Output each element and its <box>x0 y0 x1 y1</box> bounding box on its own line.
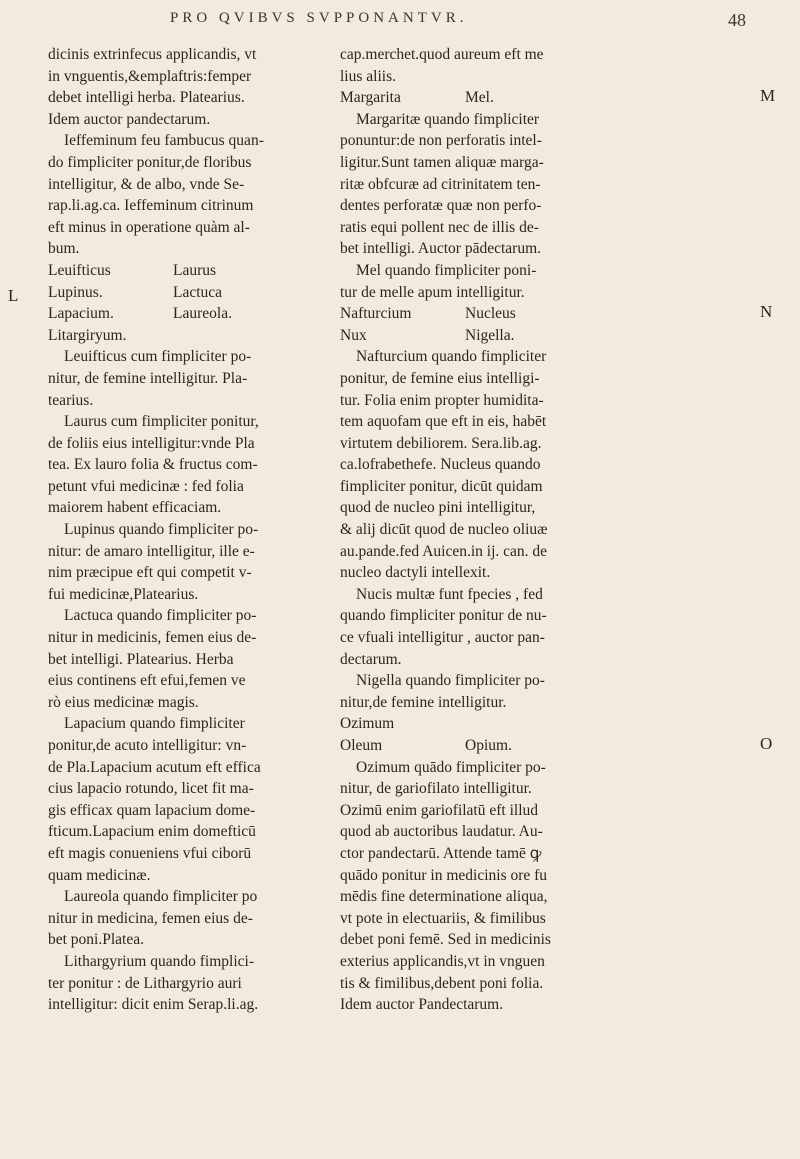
index-term: Leuifticus <box>48 261 111 279</box>
text-line: ponitur,de acuto intelligitur: vn- <box>48 737 247 754</box>
text-line: fticum.Lapacium enim domefticū <box>48 823 256 841</box>
text-line: rò eius medicinæ magis. <box>48 693 199 711</box>
text-line: au.pande.fed Auicen.in ij. can. de <box>340 542 548 560</box>
text-line: bet intelligi. Auctor pādectarum. <box>340 240 542 258</box>
index-term: Margarita <box>340 89 401 107</box>
text-line: Lithargyrium quando fimplici- <box>64 952 254 970</box>
index-terms-row <box>48 303 316 325</box>
index-terms-row <box>48 282 316 304</box>
text-line: fimpliciter ponitur, dicūt quidam <box>340 477 543 495</box>
text-line: Mel quando fimpliciter poni- <box>356 261 537 279</box>
text-line: exterius applicandis,vt in vnguen <box>340 952 545 970</box>
text-line: Lactuca quando fimpliciter po- <box>64 607 257 625</box>
index-terms-row <box>340 735 612 757</box>
text-line: nitur in medicinis, femen eius de- <box>48 629 257 647</box>
text-line: nitur in medicina, femen eius de- <box>48 909 253 927</box>
text-line: fui medicinæ,Platearius. <box>48 585 199 603</box>
text-line: Ozimum quādo fimpliciter po- <box>356 758 546 776</box>
margin-letter-m: M <box>760 86 776 105</box>
text-line: tem aquofam que eft in eis, habēt <box>340 413 547 431</box>
right-column <box>340 44 612 1016</box>
text-line: ligitur.Sunt tamen aliquæ marga- <box>340 153 544 171</box>
text-line: nim præcipue eft qui competit v- <box>48 564 252 582</box>
text-line: gis efficax quam lapacium dome- <box>48 801 256 819</box>
text-line: debet poni femē. Sed in medicinis <box>340 931 551 949</box>
text-line: cius lapacio rotundo, licet fit ma- <box>48 780 254 798</box>
text-line: tur de melle apum intelligitur. <box>340 283 525 301</box>
index-term: Opium. <box>465 737 512 754</box>
text-line: Ieffeminum feu fambucus quan- <box>64 132 264 150</box>
text-line: ca.lofrabethefe. Nucleus quando <box>340 456 541 474</box>
text-line: rap.li.ag.ca. Ieffeminum citrinum <box>48 197 254 215</box>
index-terms-row <box>340 303 612 325</box>
text-line: ter ponitur : de Lithargyrio auri <box>48 974 242 992</box>
text-line: debet intelligi herba. Platearius. <box>48 89 245 107</box>
text-line: eft minus in operatione quàm al- <box>48 218 250 236</box>
text-line: Nucis multæ funt fpecies , fed <box>356 585 543 603</box>
text-line: tearius. <box>48 391 94 409</box>
index-term: Litargiryum. <box>48 326 127 344</box>
running-head: PRO QVIBVS SVPPONANTVR. <box>170 10 468 26</box>
text-line: maiorem habent efficaciam. <box>48 499 222 517</box>
text-line: ce vfuali intelligitur , auctor pan- <box>340 629 545 647</box>
text-line: bet poni.Platea. <box>48 931 144 949</box>
index-term: Mel. <box>465 89 494 107</box>
text-line: mēdis fine determinatione aliqua, <box>340 888 548 906</box>
index-term: Nigella. <box>465 326 515 344</box>
text-line: intelligitur: dicit enim Serap.li.ag. <box>48 996 259 1014</box>
text-line: Lapacium quando fimpliciter <box>64 715 245 733</box>
text-line: dicinis extrinfecus applicandis, vt <box>48 46 257 63</box>
index-term: Lupinus. <box>48 283 103 301</box>
index-terms-row <box>340 87 612 109</box>
text-line: de foliis eius intelligitur:vnde Pla <box>48 434 255 452</box>
text-line: bet intelligi. Platearius. Herba <box>48 650 234 668</box>
text-line: Laureola quando fimpliciter po <box>64 888 258 906</box>
text-line: ponuntur:de non perforatis intel- <box>340 132 542 150</box>
index-terms-row <box>48 260 316 282</box>
text-line: dentes perforatæ quæ non perfo- <box>340 197 542 215</box>
page-number: 48 <box>728 10 746 30</box>
text-line: in vnguentis,&emplaftris:femper <box>48 67 252 85</box>
index-term: Nucleus <box>465 305 516 323</box>
margin-letter-o: O <box>760 734 773 753</box>
text-line: Nigella quando fimpliciter po- <box>356 672 545 690</box>
text-line: Margaritæ quando fimpliciter <box>356 110 540 128</box>
text-line: petunt vfui medicinæ : fed folia <box>48 477 244 495</box>
text-line: nitur, de gariofilato intelligitur. <box>340 780 532 798</box>
margin-letter-n: N <box>760 302 773 321</box>
text-line: nitur, de femine intelligitur. Pla- <box>48 369 248 387</box>
margin-letter-l: L <box>8 286 19 305</box>
index-term: Lactuca <box>173 283 223 301</box>
text-line: quod de nucleo pini intelligitur, <box>340 499 536 517</box>
index-terms-row <box>340 325 612 347</box>
text-line: lius aliis. <box>340 67 396 85</box>
index-term: Laurus <box>173 261 217 279</box>
text-line: Laurus cum fimpliciter ponitur, <box>64 413 259 431</box>
text-line: intelligitur, & de albo, vnde Se- <box>48 175 245 193</box>
index-term: Nafturcium <box>340 305 412 323</box>
text-line: vt pote in electuariis, & fimilibus <box>340 909 546 927</box>
text-line: Nafturcium quando fimpliciter <box>356 348 547 366</box>
text-line: ritæ obfcuræ ad citrinitatem ten- <box>340 175 541 193</box>
left-column <box>48 44 316 1016</box>
text-line: cap.merchet.quod aureum eft me <box>340 46 544 63</box>
text-line: tur. Folia enim propter humidita- <box>340 391 544 409</box>
index-term: Laureola. <box>173 305 232 323</box>
text-line: ratis equi pollent nec de illis de- <box>340 218 539 236</box>
text-line: Ozimū enim gariofilatū eft illud <box>340 801 539 819</box>
text-line: quando fimpliciter ponitur de nu- <box>340 607 547 625</box>
index-term: Ozimum <box>340 715 395 733</box>
text-line: ctor pandectarū. Attende tamē ꝙ <box>340 844 542 862</box>
text-line: Idem auctor pandectarum. <box>48 110 211 128</box>
text-line: eft magis conueniens vfui ciborū <box>48 844 252 862</box>
text-line: ponitur, de femine eius intelligi- <box>340 369 540 387</box>
text-line: & alij dicūt quod de nucleo oliuæ <box>340 521 548 539</box>
text-line: Lupinus quando fimpliciter po- <box>64 521 259 539</box>
text-line: dectarum. <box>340 650 402 668</box>
text-line: quādo ponitur in medicinis ore fu <box>340 866 548 884</box>
text-line: Leuifticus cum fimpliciter po- <box>64 348 252 366</box>
text-line: virtutem debiliorem. Sera.lib.ag. <box>340 434 542 452</box>
index-term: Lapacium. <box>48 305 114 323</box>
text-line: eius continens eft efui,femen ve <box>48 672 246 690</box>
index-term: Oleum <box>340 737 383 754</box>
text-line: bum. <box>48 240 80 258</box>
text-line: nitur: de amaro intelligitur, ille e- <box>48 542 255 560</box>
text-line: do fimpliciter ponitur,de floribus <box>48 153 252 171</box>
text-line: tea. Ex lauro folia & fructus com- <box>48 456 258 474</box>
text-line: quam medicinæ. <box>48 866 151 884</box>
text-line: Idem auctor Pandectarum. <box>340 996 504 1014</box>
text-line: tis & fimilibus,debent poni folia. <box>340 974 544 992</box>
index-term: Nux <box>340 326 367 344</box>
text-line: nitur,de femine intelligitur. <box>340 693 507 711</box>
text-line: de Pla.Lapacium acutum eft effica <box>48 758 261 776</box>
text-line: nucleo dactyli intellexit. <box>340 564 491 582</box>
text-line: quod ab auctoribus laudatur. Au- <box>340 823 543 841</box>
